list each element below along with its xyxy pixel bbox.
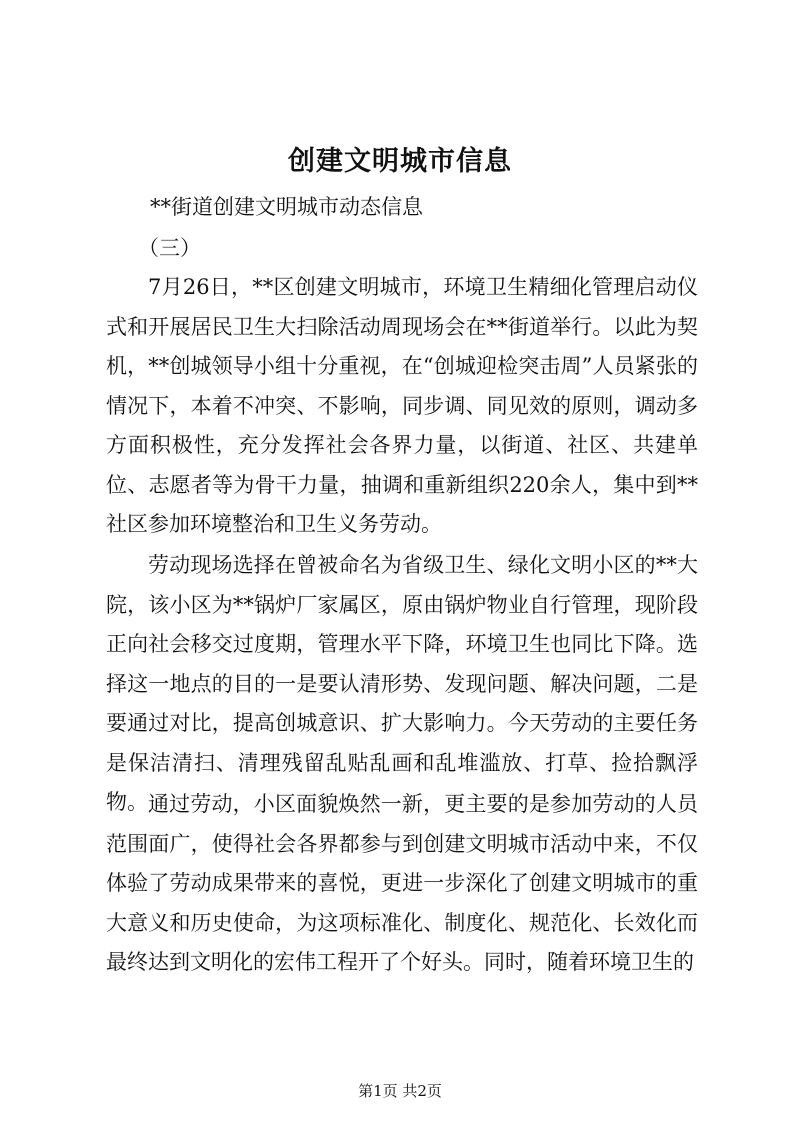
paragraph-1: 7月26日，**区创建文明城市，环境卫生精细化管理启动仪式和开展居民卫生大扫除活动周现场会在**街道举行。以此为契机，**创城领导小组十分重视，在“创城迎检突击周”人员紧张的情况下，本着不冲突、不影响，同步调、同见效的原则，调动多方面积极性，充分发挥社会各界力量，以街道、社区、共建单位、志愿者等为骨干力量，抽调和重新组织220余人，集中到**社区参加环境整治和卫生义务劳动。 xyxy=(106,275,698,536)
section-number: （三） xyxy=(138,236,201,260)
document-subtitle: **街道创建文明城市动态信息 xyxy=(150,195,423,219)
document-title: 创建文明城市信息 xyxy=(288,146,512,177)
paragraph-3: 通过劳动，小区面貌焕然一新，更主要的是参加劳动的人员范围面广，使得社会各界都参与到创建文明城市活动中来，不仅体验了劳动成果带来的喜悦，更进一步深化了创建文明城市的重大意义和历史使命，为这项标准化、制度化、规范化、长效化而最终达到文明化的宏伟工程开了个好头。同时，随着环境卫生的 xyxy=(106,792,698,974)
paragraph-2: 劳动现场选择在曾被命名为省级卫生、绿化文明小区的**大院，该小区为**锅炉厂家属区，原由锅炉物业自行管理，现阶段正向社会移交过度期，管理水平下降，环境卫生也同比下降。选择这一地点的目的一是要认清形势、发现问题、解决问题，二是要通过对比，提高创城意识、扩大影响力。今天劳动的主要任务是保洁清扫、清理残留乱贴乱画和乱堆滥放、打草、捡拾飘浮物。 xyxy=(106,553,698,814)
page-footer: 第1页 共2页 xyxy=(358,1082,442,1100)
